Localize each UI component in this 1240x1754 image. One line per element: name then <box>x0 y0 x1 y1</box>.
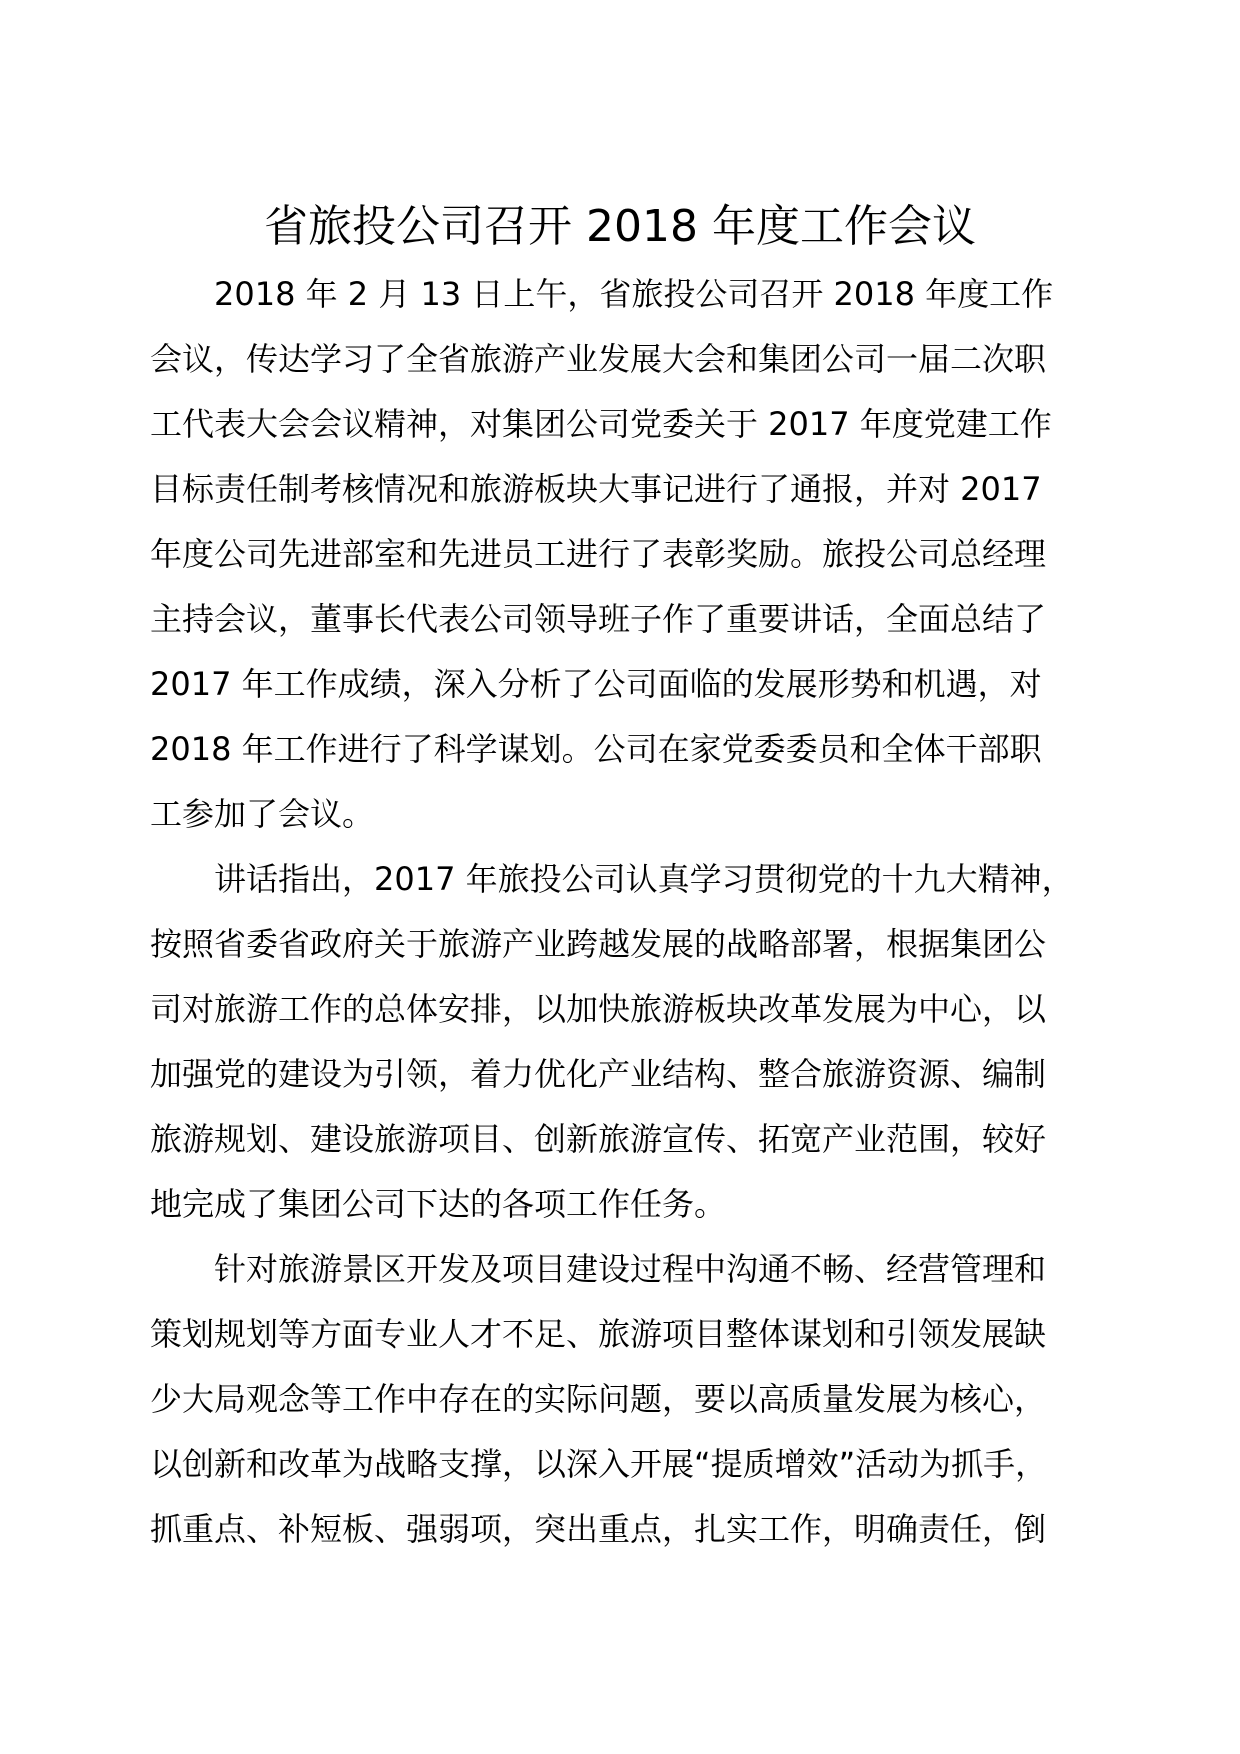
paragraph-1-line-6: 主持会议，董事长代表公司领导班子作了重要讲话，全面总结了 <box>150 600 1047 638</box>
paragraph-1-line-9: 工参加了会议。 <box>150 795 375 833</box>
document-title: 省旅投公司召开 2018 年度工作会议 <box>264 201 976 252</box>
paragraph-3-line-4: 以创新和改革为战略支撑，以深入开展“提质增效”活动为抓手， <box>150 1445 1048 1483</box>
paragraph-1-line-7: 2017 年工作成绩，深入分析了公司面临的发展形势和机遇，对 <box>150 665 1042 703</box>
paragraph-2-line-6: 地完成了集团公司下达的各项工作任务。 <box>150 1185 727 1223</box>
paragraph-1-line-5: 年度公司先进部室和先进员工进行了表彰奖励。旅投公司总经理 <box>150 535 1047 573</box>
paragraph-2-line-5: 旅游规划、建设旅游项目、创新旅游宣传、拓宽产业范围，较好 <box>150 1120 1047 1158</box>
paragraph-1-line-3: 工代表大会会议精神，对集团公司党委关于 2017 年度党建工作 <box>150 405 1052 443</box>
paragraph-2-line-4: 加强党的建设为引领，着力优化产业结构、整合旅游资源、编制 <box>150 1055 1047 1093</box>
paragraph-3-line-1: 针对旅游景区开发及项目建设过程中沟通不畅、经营管理和 <box>214 1250 1047 1288</box>
paragraph-1-line-1: 2018 年 2 月 13 日上午，省旅投公司召开 2018 年度工作 <box>214 275 1054 313</box>
paragraph-3-line-5: 抓重点、补短板、强弱项，突出重点，扎实工作，明确责任，倒 <box>150 1510 1047 1548</box>
paragraph-2-line-1: 讲话指出，2017 年旅投公司认真学习贯彻党的十九大精神， <box>214 860 1074 898</box>
document-body <box>150 262 1110 1562</box>
paragraph-1-line-8: 2018 年工作进行了科学谋划。公司在家党委委员和全体干部职 <box>150 730 1042 768</box>
paragraph-2-line-2: 按照省委省政府关于旅游产业跨越发展的战略部署，根据集团公 <box>150 925 1047 963</box>
paragraph-3-line-3: 少大局观念等工作中存在的实际问题，要以高质量发展为核心， <box>150 1380 1047 1418</box>
paragraph-3-line-2: 策划规划等方面专业人才不足、旅游项目整体谋划和引领发展缺 <box>150 1315 1047 1353</box>
paragraph-1-line-2: 会议，传达学习了全省旅游产业发展大会和集团公司一届二次职 <box>150 340 1047 378</box>
paragraph-2-line-3: 司对旅游工作的总体安排，以加快旅游板块改革发展为中心，以 <box>150 990 1047 1028</box>
paragraph-1-line-4: 目标责任制考核情况和旅游板块大事记进行了通报，并对 2017 <box>150 470 1042 508</box>
